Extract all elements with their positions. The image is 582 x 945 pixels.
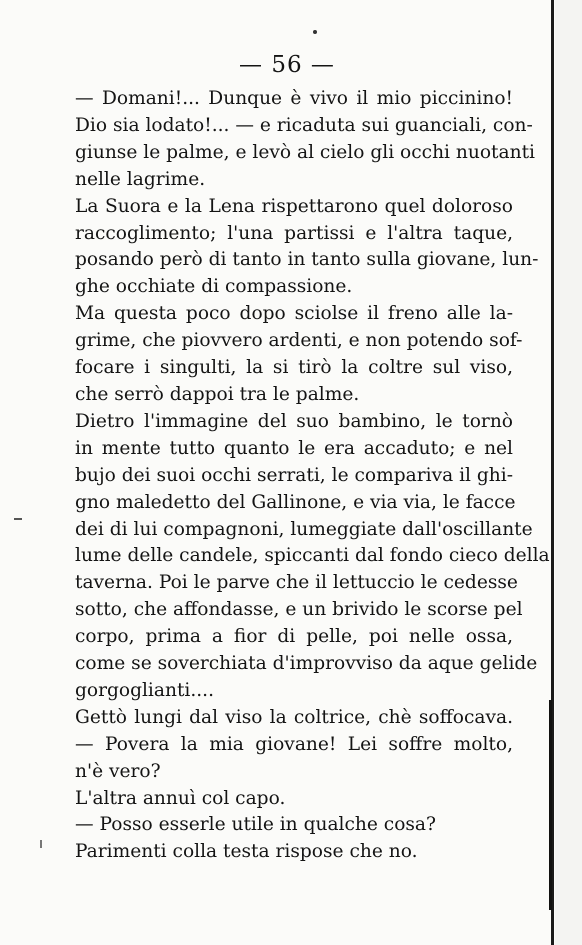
- text-line: Dio sia lodato!... — e ricaduta sui guanciali, con-: [75, 114, 533, 136]
- text-line: che serrò dappoi tra le palme.: [75, 383, 360, 405]
- page-edge: [555, 0, 582, 945]
- text-line: Parimenti colla testa rispose che no.: [75, 841, 418, 863]
- text-line: lume delle candele, spiccanti dal fondo cieco della: [75, 545, 550, 567]
- text-line: L'altra annuì col capo.: [75, 787, 286, 809]
- text-line: gno maledetto del Gallinone, e via via, le facce: [75, 491, 516, 513]
- margin-mark: [40, 840, 42, 848]
- text-line: come se soverchiata d'improvviso da aque gelide: [75, 653, 538, 675]
- text-line: posando però di tanto in tanto sulla giovane, lun-: [75, 249, 539, 271]
- page-number: — 56 —: [239, 52, 335, 78]
- text-line: raccoglimento; l'una partissi e l'altra taque,: [75, 222, 513, 244]
- text-line: — Posso esserle utile in qualche cosa?: [75, 814, 436, 836]
- text-line: La Suora e la Lena rispettarono quel doloroso: [75, 195, 513, 217]
- text-line: dei di lui compagnoni, lumeggiate dall'oscillante: [75, 518, 533, 540]
- text-line: in mente tutto quanto le era accaduto; e nel: [75, 437, 513, 459]
- text-line: corpo, prima a fior di pelle, poi nelle ossa,: [75, 626, 513, 648]
- text-line: n'è vero?: [75, 760, 161, 782]
- binding-shadow: [549, 700, 552, 910]
- text-line: Ma questa poco dopo sciolse il freno alle la-: [75, 303, 513, 325]
- text-line: — Domani!... Dunque è vivo il mio piccinino!: [75, 88, 513, 109]
- text-line: giunse le palme, e levò al cielo gli occhi nuotanti: [75, 141, 535, 163]
- text-line: gorgoglianti....: [75, 679, 214, 701]
- text-line: grime, che piovvero ardenti, e non potendo sof-: [75, 330, 523, 352]
- margin-mark: [14, 518, 22, 520]
- text-line: taverna. Poi le parve che il lettuccio le cedesse: [75, 572, 518, 594]
- text-line: Gettò lungi dal viso la coltrice, chè soffocava.: [75, 706, 513, 728]
- text-line: sotto, che affondasse, e un brivido le scorse pel: [75, 599, 523, 621]
- print-speck: [313, 30, 317, 34]
- text-line: nelle lagrime.: [75, 168, 206, 190]
- text-line: ghe occhiate di compassione.: [75, 276, 353, 298]
- body-text: [75, 86, 550, 866]
- text-line: focare i singulti, la si tirò la coltre sul viso,: [75, 357, 513, 379]
- text-line: Dietro l'immagine del suo bambino, le tornò: [75, 410, 513, 432]
- text-line: bujo dei suoi occhi serrati, le compariva il ghi-: [75, 464, 513, 486]
- text-line: — Povera la mia giovane! Lei soffre molto,: [75, 733, 513, 755]
